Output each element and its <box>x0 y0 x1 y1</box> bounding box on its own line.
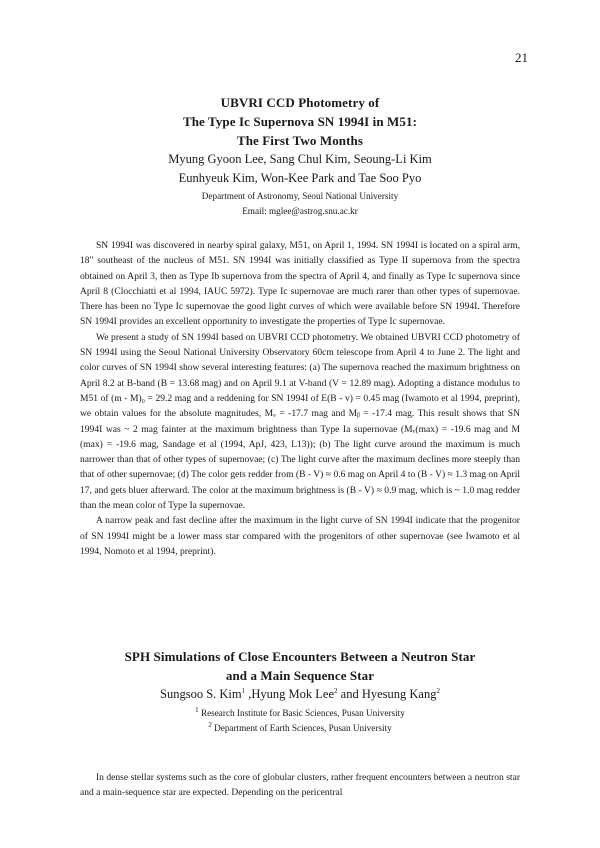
article2-paragraph: In dense stellar systems such as the core of globular clusters, rather frequent encounters between a neutron star and a main-sequence star are expected. Depending on the pericentral <box>80 772 520 799</box>
article1-email: Email: mglee@astrog.snu.ac.kr <box>242 206 358 216</box>
article1-title-line: The First Two Months <box>236 133 364 148</box>
article2-authors <box>80 685 520 704</box>
page-number: 21 <box>515 50 528 65</box>
article1-abstract <box>80 238 520 559</box>
article1-header <box>80 93 520 219</box>
author-affiliation-marker: 2 <box>436 686 440 695</box>
article1-title-line: UBVRI CCD Photometry of <box>220 95 380 110</box>
article2-author-name: and Hyesung Kang <box>337 687 437 701</box>
author-affiliation-marker: 2 <box>334 686 338 695</box>
affiliation-marker: 1 <box>195 705 199 714</box>
article2-affiliation <box>80 706 520 721</box>
article1-authors-line: Eunhyeuk Kim, Won-Kee Park and Tae Soo Pyo <box>178 171 422 185</box>
author-affiliation-marker: 1 <box>241 686 246 695</box>
article1-paragraph: SN 1994I was discovered in nearby spiral galaxy, M51, on April 1, 1994. SN 1994I is located on a spiral arm, 18" southeast of the nucleus of M51. SN 1994I was initially classified as Type II supernova from the spectra obtained on April 3, then as Type Ib supernova from the spectra of April 4, and finally as Type Ic supernova since April 8 (Clocchiatti et al 1994, IAUC 5972). Type Ic supernovae are much rarer than other types of supernovae. There has been no Type Ic supernovae the good light curves of which were available before SN 1994I. Therefore SN 1994I provides an excellent opportunity to investigate the properties of Type Ic supernovae. <box>80 240 520 328</box>
article1-title-line: The Type Ic Supernova SN 1994I in M51: <box>182 114 418 129</box>
article2-title-line: and a Main Sequence Star <box>225 668 375 683</box>
article1-department: Department of Astronomy, Seoul National University <box>201 191 399 201</box>
article1-paragraph: We present a study of SN 1994I based on UBVRI CCD photometry. We obtained UBVRI CCD photometry of SN 1994I using the Seoul National University Observatory 60cm telescope from April 4 to June 2. The light and color curves of SN 1994I show several interesting features: (a) The supernova reached the maximum brightness on April 8.2 at B-band (B = 13.68 mag) and on April 9.1 at V-band (V = 12.89 mag). Adopting a distance modulus to M51 of (m - M)₀ = 29.2 mag and a reddening for SN 1994I of E(B - v) = 0.45 mag (Iwamoto et al 1994, preprint), we obtain values for the absolute magnitudes, Mᵥ = -17.7 mag and Mᵦ = -17.4 mag. This result shows that SN 1994I was ~ 2 mag fainter at the maximum brightness than Type Ia supernovae (Mᵥ(max) = -19.6 mag and M (max) = -19.6 mag, Sandage et al (1994, ApJ, 423, L13)); (b) The light curve around the maximum is much narrower than that of other types of supernovae; (c) The light curve after the maximum declines more steeply than that of other supernovae; (d) The color gets redder from (B - V) ≈ 0.6 mag on April 4 to (B - V) ≈ 1.3 mag on April 17, and gets bluer afterward. The color at the maximum brightness is (B - V) ≈ 0.9 mag, which is ~ 1.0 mag redder than the mean color of Type Ia supernovae. <box>80 331 520 512</box>
article2-body <box>80 770 520 801</box>
affiliation-marker: 2 <box>208 720 212 729</box>
article2-affiliation <box>80 721 520 736</box>
article2-author-name: Sungsoo S. Kim <box>160 687 242 701</box>
article2-header <box>80 647 520 736</box>
article2-author-name: ,Hyung Mok Lee <box>245 687 335 701</box>
article2-title-line: SPH Simulations of Close Encounters Between a Neutron Star <box>124 649 476 664</box>
article1-paragraph: A narrow peak and fast decline after the maximum in the light curve of SN 1994I indicate that the progenitor of SN 1994I might be a lower mass star compared with the progenitors of other supernovae (see Iwamoto et al 1994, Nomoto et al 1994, preprint). <box>80 515 520 557</box>
article1-authors-line: Myung Gyoon Lee, Sang Chul Kim, Seoung-Li Kim <box>168 152 432 166</box>
affiliation-text: Department of Earth Sciences, Pusan University <box>214 723 392 733</box>
affiliation-text: Research Institute for Basic Sciences, Pusan University <box>200 708 405 718</box>
